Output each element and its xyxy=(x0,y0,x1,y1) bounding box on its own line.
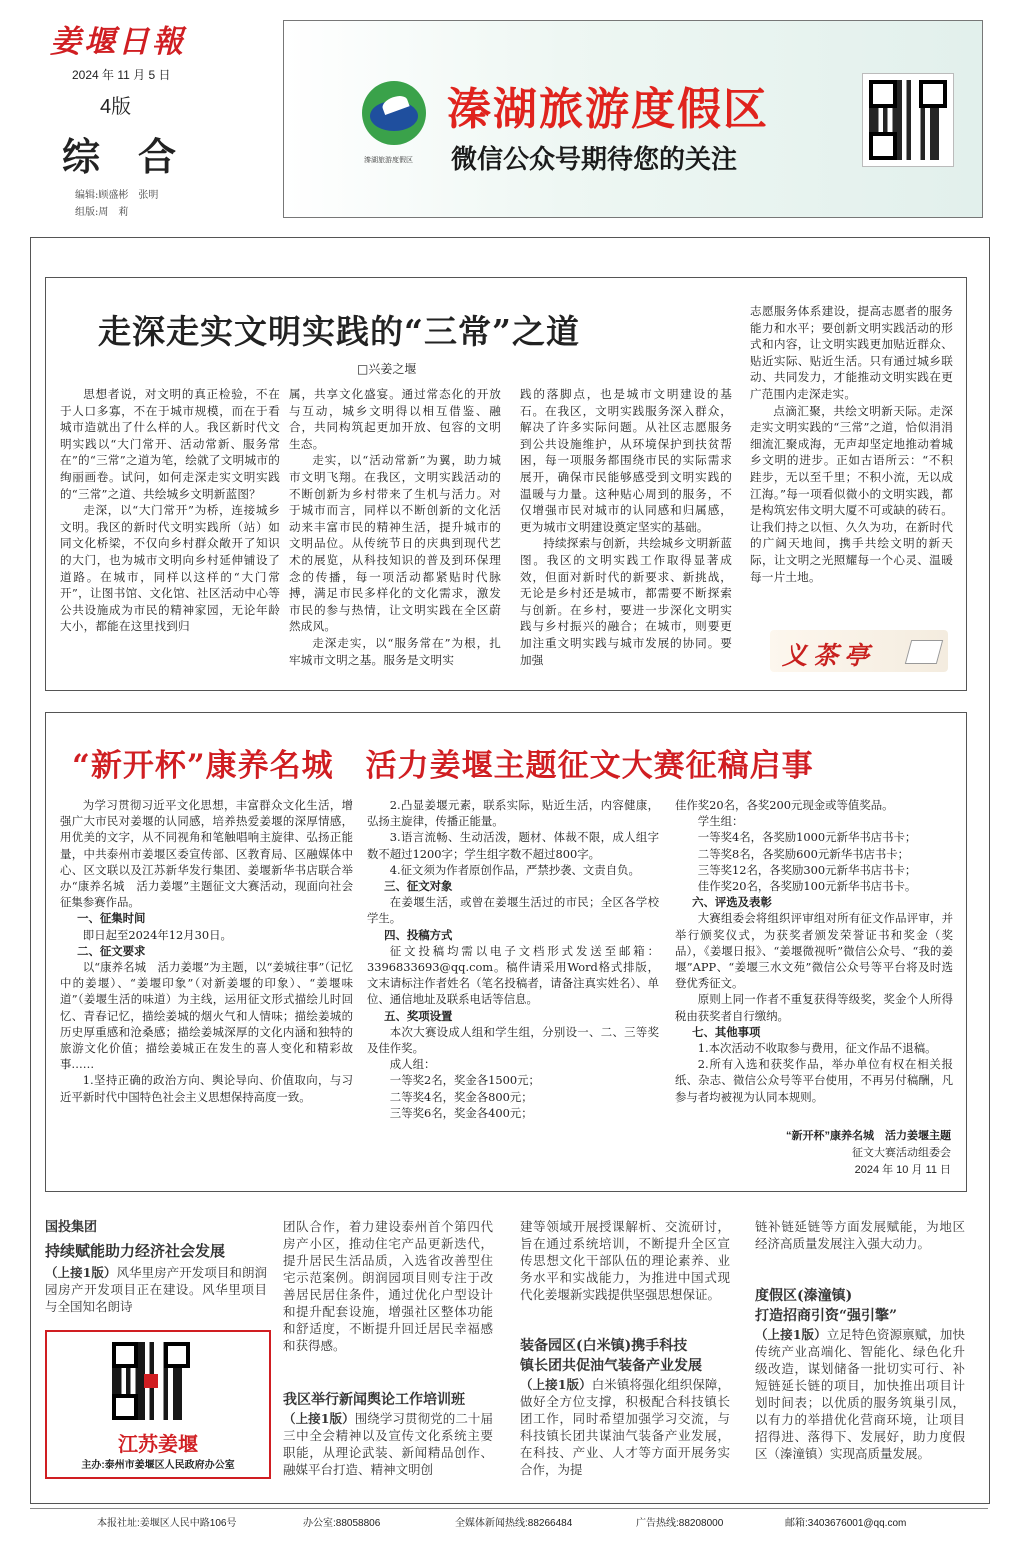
promo-name: 江苏姜堰 xyxy=(118,1432,198,1456)
paper-pen-icon xyxy=(905,640,943,664)
footer-email: 邮箱:3403676001@qq.com xyxy=(785,1518,907,1529)
article1-byline: □兴姜之堰 xyxy=(357,362,417,376)
section-name: 综 合 xyxy=(62,134,177,179)
article2-col1: 为学习贯彻习近平文化思想，丰富群众文化生活，增强广大市民对姜堰的认同感，培养热爱姜堰的深厚情感，用优美的文字，从不同视角和笔触唱响主旋律、弘扬正能量，中共泰州市姜堰区委宣传部、区教育局、区融媒体中心、区文联以及江苏新华发行集团、姜堰新华书店联合举办“康养名城 活力姜堰”主题征文大赛活动，现面向社会征集参赛作品。 一、征集时间 即日起至2024年12月30日。 二、征文要求 以“康养名城 活力姜堰”为主题，以“姜城往事”（记忆中的姜堰）、“姜堰印象”（对新姜堰的印象）、“姜堰味道”（姜堰生活的味道）为主线，运用征文形式描绘儿时回忆、青春记忆，描绘姜城的烟火气和人情味；描绘姜城的历史厚重感和沧桑感；描绘姜城深厚的文化内涵和独特的旅游文化价值；描绘姜城正在发生的喜人变化和精彩故事…… 1.坚持正确的政治方向、舆论导向、价值取向，与习近平新时代中国特色社会主义思想保持高度一致。 xyxy=(60,798,353,1104)
article2-col2: 2.凸显姜堰元素，联系实际，贴近生活，内容健康，弘扬主旋律，传播正能量。 3.语言流畅、生动活泼，题材、体裁不限，成人组字数不超过1200字；学生组字数不超过800字。 4.征文须为作者原创作品，严禁抄袭、文责自负。 三、征文对象 在姜堰生活，或曾在姜堰生活过的市民；全区各学校学生。 四、投稿方式 征文投稿均需以电子文档形式发送至邮箱：3396833693@qq.com。稿件请采用Word格式排版，文末请标注作者姓名（笔名投稿者，请备注真实姓名）、单位、通信地址及联系电话等信息。 五、奖项设置 本次大赛设成人组和学生组，分别设一、二、三等奖及佳作奖。 成人组： 一等奖2名，奖金各1500元； 二等奖4名，奖金各800元； 三等奖6名，奖金各400元； xyxy=(367,798,659,1120)
brief-baimi: 装备园区(白米镇)携手科技 镇长团共促油气装备产业发展 （上接1版）白米镇将强化组织保障，做好全方位支撑，积极配合科技镇长团工作，同时希望加强学习交流，与科技镇长团共谋油气装备产业发展，在科技、产业、人才等方面开展务实合作，为提 xyxy=(520,1338,730,1477)
article2-title: “新开杯”康养名城 活力姜堰主题征文大赛征稿启事 xyxy=(72,748,814,784)
article1-col1: 思想者说，对文明的真正检验，不在于人口多寡，不在于城市规模，而在于看城市造就出了什么样的人。我区新时代文明实践以“大门常开、活动常新、服务常在”的“三常”之道为笔，绘就了文明城市的绚丽画卷。试问，如何走深走实文明实践的“三常”之道、共绘城乡文明新蓝图？ 走深，以“大门常开”为桥，连接城乡文明。我区的新时代文明实践所（站）如同文化桥梁，不仅向乡村群众敞开了知识的大门，也为城市文明向乡村延伸铺设了道路。在城市，同样以这样的“大门常开”，让图书馆、文化馆、社区活动中心等公共设施成为市民的精神家园，无论年龄大小，都能在这里找到归 xyxy=(60,387,280,634)
brief-training: 我区举行新闻舆论工作培训班 （上接1版）围绕学习贯彻党的二十届三中全会精神以及宣传文化系统主要职能，从理论武装、新闻精品创作、融媒平台打造、精神文明创 xyxy=(283,1392,493,1477)
promo-qr-code-icon xyxy=(112,1342,190,1420)
brief-training-cont: 建等领域开展授课解析、交流研讨，旨在通过系统培训，不断提升全区宣传思想文化干部队伍的理论素养、业务水平和实战能力，为推进中国式现代化姜堰新实践提供坚强思想保证。 xyxy=(520,1219,730,1302)
column-logo: 义茶亭 xyxy=(770,630,948,672)
layout-editor: 组版:周 莉 xyxy=(75,207,129,218)
editors: 编辑:顾盛彬 张明 xyxy=(75,190,159,201)
promo-host: 主办:泰州市姜堰区人民政府办公室 xyxy=(81,1460,235,1471)
paper-name: 姜堰日報 xyxy=(50,24,186,60)
article1-col3: 践的落脚点，也是城市文明建设的基石。在我区，文明实践服务深入群众，解决了许多实际问题。从社区志愿服务到公共设施维护，从环境保护到扶贫帮困，每一项服务都围绕市民的实际需求展开，确保市民能够感受到文明实践的温暖与力量。这种贴心周到的服务，不仅增强市民对城市的认同感和归属感，更为城市文明建设奠定坚实的基础。 持续探索与创新，共绘城乡文明新蓝图。我区的文明实践工作取得显著成效，但面对新时代的新要求、新挑战，无论是乡村还是城市，都需要不断探索与创新。在乡村，要进一步深化文明实践与乡村振兴的融合；在城市，则要更加注重文明实践与城市发展的协同。要加强 xyxy=(520,387,732,667)
footer-hotline: 全媒体新闻热线:88266484 xyxy=(455,1518,573,1529)
article2-sign-org: “新开杯”康养名城 活力姜堰主题 xyxy=(786,1130,951,1142)
article2-sign-date: 2024 年 10 月 11 日 xyxy=(854,1164,951,1176)
ad-title: 溱湖旅游度假区 xyxy=(447,84,769,135)
footer-office: 办公室:88058806 xyxy=(303,1518,381,1529)
brief-qintong: 度假区(溱潼镇) 打造招商引资“强引擎” （上接1版）立足特色资源禀赋，加快传统产业高端化、智能化、绿色化升级改造，谋划储备一批切实可行、补短链延长链的项目，加快推出项目计划时间表；以优质的服务筑巢引凤，以有力的举措优化营商环境，让项目招得进、落得下、发展好，助力度假区（溱潼镇）实现高质量发展。 xyxy=(755,1288,965,1461)
article1-title: 走深走实文明实践的“三常”之道 xyxy=(98,312,580,351)
footer-ads: 广告热线:88208000 xyxy=(636,1518,724,1529)
brief-baimi-cont: 链补链延链等方面发展赋能，为地区经济高质量发展注入强大动力。 xyxy=(755,1219,965,1251)
article2-sign-committee: 征文大赛活动组委会 xyxy=(852,1147,951,1159)
ad-banner xyxy=(283,20,983,218)
edition-number: 4版 xyxy=(100,96,132,118)
article1-col2: 属，共享文化盛宴。通过常态化的开放与互动，城乡文明得以相互借鉴、融合，共同构筑起更加开放、包容的文明生态。 走实，以“活动常新”为翼，助力城市文明飞翔。在我区，文明实践活动的不断创新为乡村带来了生机与活力。对于城市而言，同样以不断创新的文化活动来丰富市民的精神生活，提升城市的文明品位。从传统节日的庆典到现代艺术的展览，从科技知识的普及到环保理念的传播，每一项活动都紧贴时代脉搏，满足市民多样化的文化需求，激发市民的参与热情，让文明实践在全区蔚然成风。 走深走实，以“服务常在”为根，扎牢城市文明之基。服务是文明实 xyxy=(289,387,501,667)
brief-guotou: 国投集团 持续赋能助力经济社会发展 （上接1版）风华里房产开发项目和朗润园房产开发项目正在建设。风华里项目与全国知名朗诗 xyxy=(45,1220,267,1314)
logo-caption: 溱湖旅游度假区 xyxy=(364,156,413,164)
article2-col3: 佳作奖20名，各奖200元现金或等值奖品。 学生组： 一等奖4名，各奖励1000元新华书店书卡； 二等奖8名，各奖励600元新华书店书卡； 三等奖12名，各奖励300元新华书店书卡； 佳作奖20名，各奖励100元新华书店书卡。 六、评选及表彰 大赛组委会将组织评审组对所有征文作品评审，并举行颁奖仪式，为获奖者颁发荣誉证书和奖金（奖品），《姜堰日报》、“姜堰微视听”微信公众号、“我的姜堰”APP、“姜堰三水文苑”微信公众号等平台将及时选登优秀征文。 原则上同一作者不重复获得等级奖，奖金个人所得税由获奖者自行缴纳。 七、其他事项 1.本次活动不收取参与费用，征文作品不退稿。 2.所有入选和获奖作品，举办单位有权在相关报纸、杂志、微信公众号等平台使用，不再另付稿酬，凡参与者均被视为认同本规则。 xyxy=(675,798,953,1104)
article1-col4: 志愿服务体系建设，提高志愿者的服务能力和水平；要创新文明实践活动的形式和内容，让文明实践更加贴近群众、贴近实际、贴近生活。只有通过城乡联动、共同发力，才能推动文明实践在更广范围内走深走实。 点滴汇聚，共绘文明新天际。走深走实文明实践的“三常”之道，恰似涓涓细流汇聚成海，无声却坚定地推动着城乡文明的进步。正如古语所云：“不积跬步，无以至千里；不积小流，无以成江海。”每一项看似微小的文明实践，都是构筑宏伟文明大厦不可或缺的砖石。让我们持之以恒、久久为功，在新时代的广阔天地间，携手共绘文明的新天际，让文明之光照耀每一个心灵、温暖每一片土地。 xyxy=(750,304,953,584)
brief-guotou-cont: 团队合作，着力建设泰州首个第四代房产小区，推动住宅产品更新迭代，提升居民生活品质，入选省改善型住宅示范案例。朗润园项目则专注于改善居民居住条件，通过优化户型设计和提升配套设施，增强社区整体功能和舒适度，不断提升回迁居民幸福感和获得感。 xyxy=(283,1219,493,1353)
resort-logo-icon xyxy=(362,81,426,145)
ad-subtitle: 微信公众号期待您的关注 xyxy=(451,145,738,175)
issue-date: 2024 年 11 月 5 日 xyxy=(72,68,171,82)
promo-box xyxy=(45,1330,271,1479)
footer-divider xyxy=(30,1508,988,1509)
footer-address: 本报社址:姜堰区人民中路106号 xyxy=(97,1518,237,1529)
qr-code-icon xyxy=(862,73,954,167)
